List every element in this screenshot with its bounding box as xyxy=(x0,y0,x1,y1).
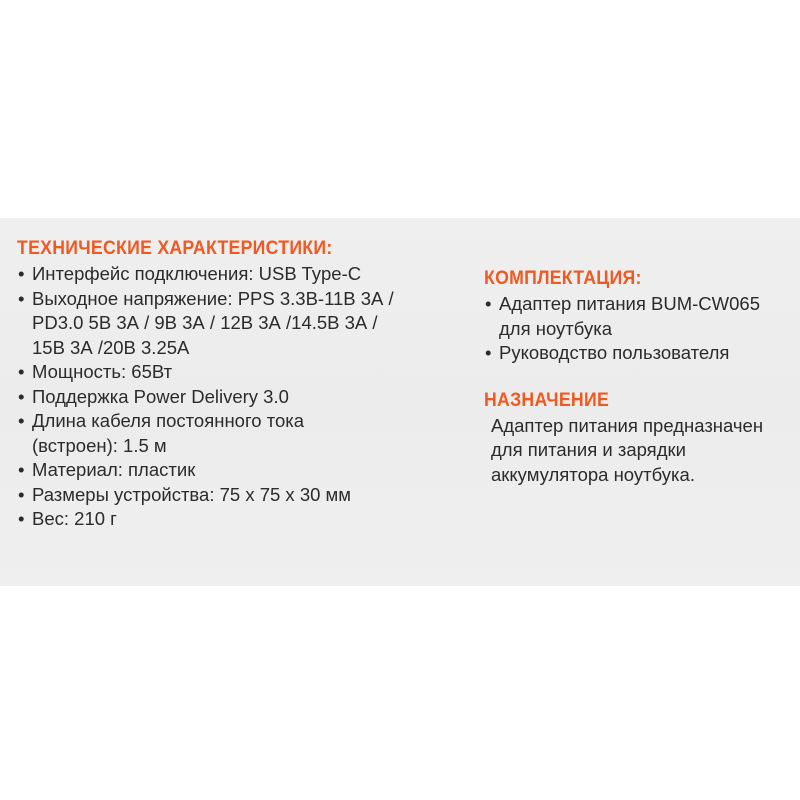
spec-line: • Выходное напряжение: PPS 3.3В-11В 3А / xyxy=(32,287,394,309)
spec-item-power xyxy=(17,360,457,385)
spec-line: (встроен): 1.5 м xyxy=(32,434,167,456)
info-column xyxy=(484,266,784,487)
specs-heading: ТЕХНИЧЕСКИЕ ХАРАКТЕРИСТИКИ: xyxy=(17,238,333,259)
spec-line: PD3.0 5В 3А / 9В 3А / 12В 3А /14.5В 3А / xyxy=(32,312,378,333)
package-line: • Руководство пользователя xyxy=(499,342,730,363)
spec-item-power-delivery xyxy=(17,385,457,410)
spec-item-material xyxy=(17,458,457,483)
section-gap xyxy=(484,366,784,388)
package-item-manual xyxy=(484,341,784,366)
package-item-adapter xyxy=(484,292,784,341)
spec-item-weight xyxy=(17,507,457,532)
spec-line: • Интерфейс подключения: USB Type-C xyxy=(32,263,362,284)
purpose-text xyxy=(491,414,784,488)
spec-line: 15В 3А /20В 3.25А xyxy=(32,336,190,358)
package-line: для ноутбука xyxy=(499,317,612,339)
spec-item-interface xyxy=(17,262,457,287)
spec-item-output-voltage xyxy=(17,287,457,361)
purpose-line: аккумулятора ноутбука. xyxy=(491,463,695,485)
purpose-line: Адаптер питания предназначен xyxy=(491,414,764,436)
package-line: • Адаптер питания BUM-CW065 xyxy=(499,293,760,314)
spec-item-dimensions xyxy=(17,483,457,508)
spec-line: • Размеры устройства: 75 х 75 х 30 мм xyxy=(32,483,351,505)
spec-line: • Материал: пластик xyxy=(32,459,196,480)
spec-item-cable-length xyxy=(17,409,457,458)
purpose-line: для питания и зарядки xyxy=(491,439,686,460)
purpose-heading: НАЗНАЧЕНИЕ xyxy=(484,389,610,411)
specs-list xyxy=(17,262,457,532)
package-heading: КОМПЛЕКТАЦИЯ: xyxy=(484,268,642,289)
spec-line: • Вес: 210 г xyxy=(32,508,117,529)
specs-column xyxy=(17,236,457,532)
spec-line: • Длина кабеля постоянного тока xyxy=(32,410,305,431)
spec-line: • Мощность: 65Вт xyxy=(32,361,173,382)
spec-line: • Поддержка Power Delivery 3.0 xyxy=(32,385,289,407)
package-list xyxy=(484,292,784,366)
